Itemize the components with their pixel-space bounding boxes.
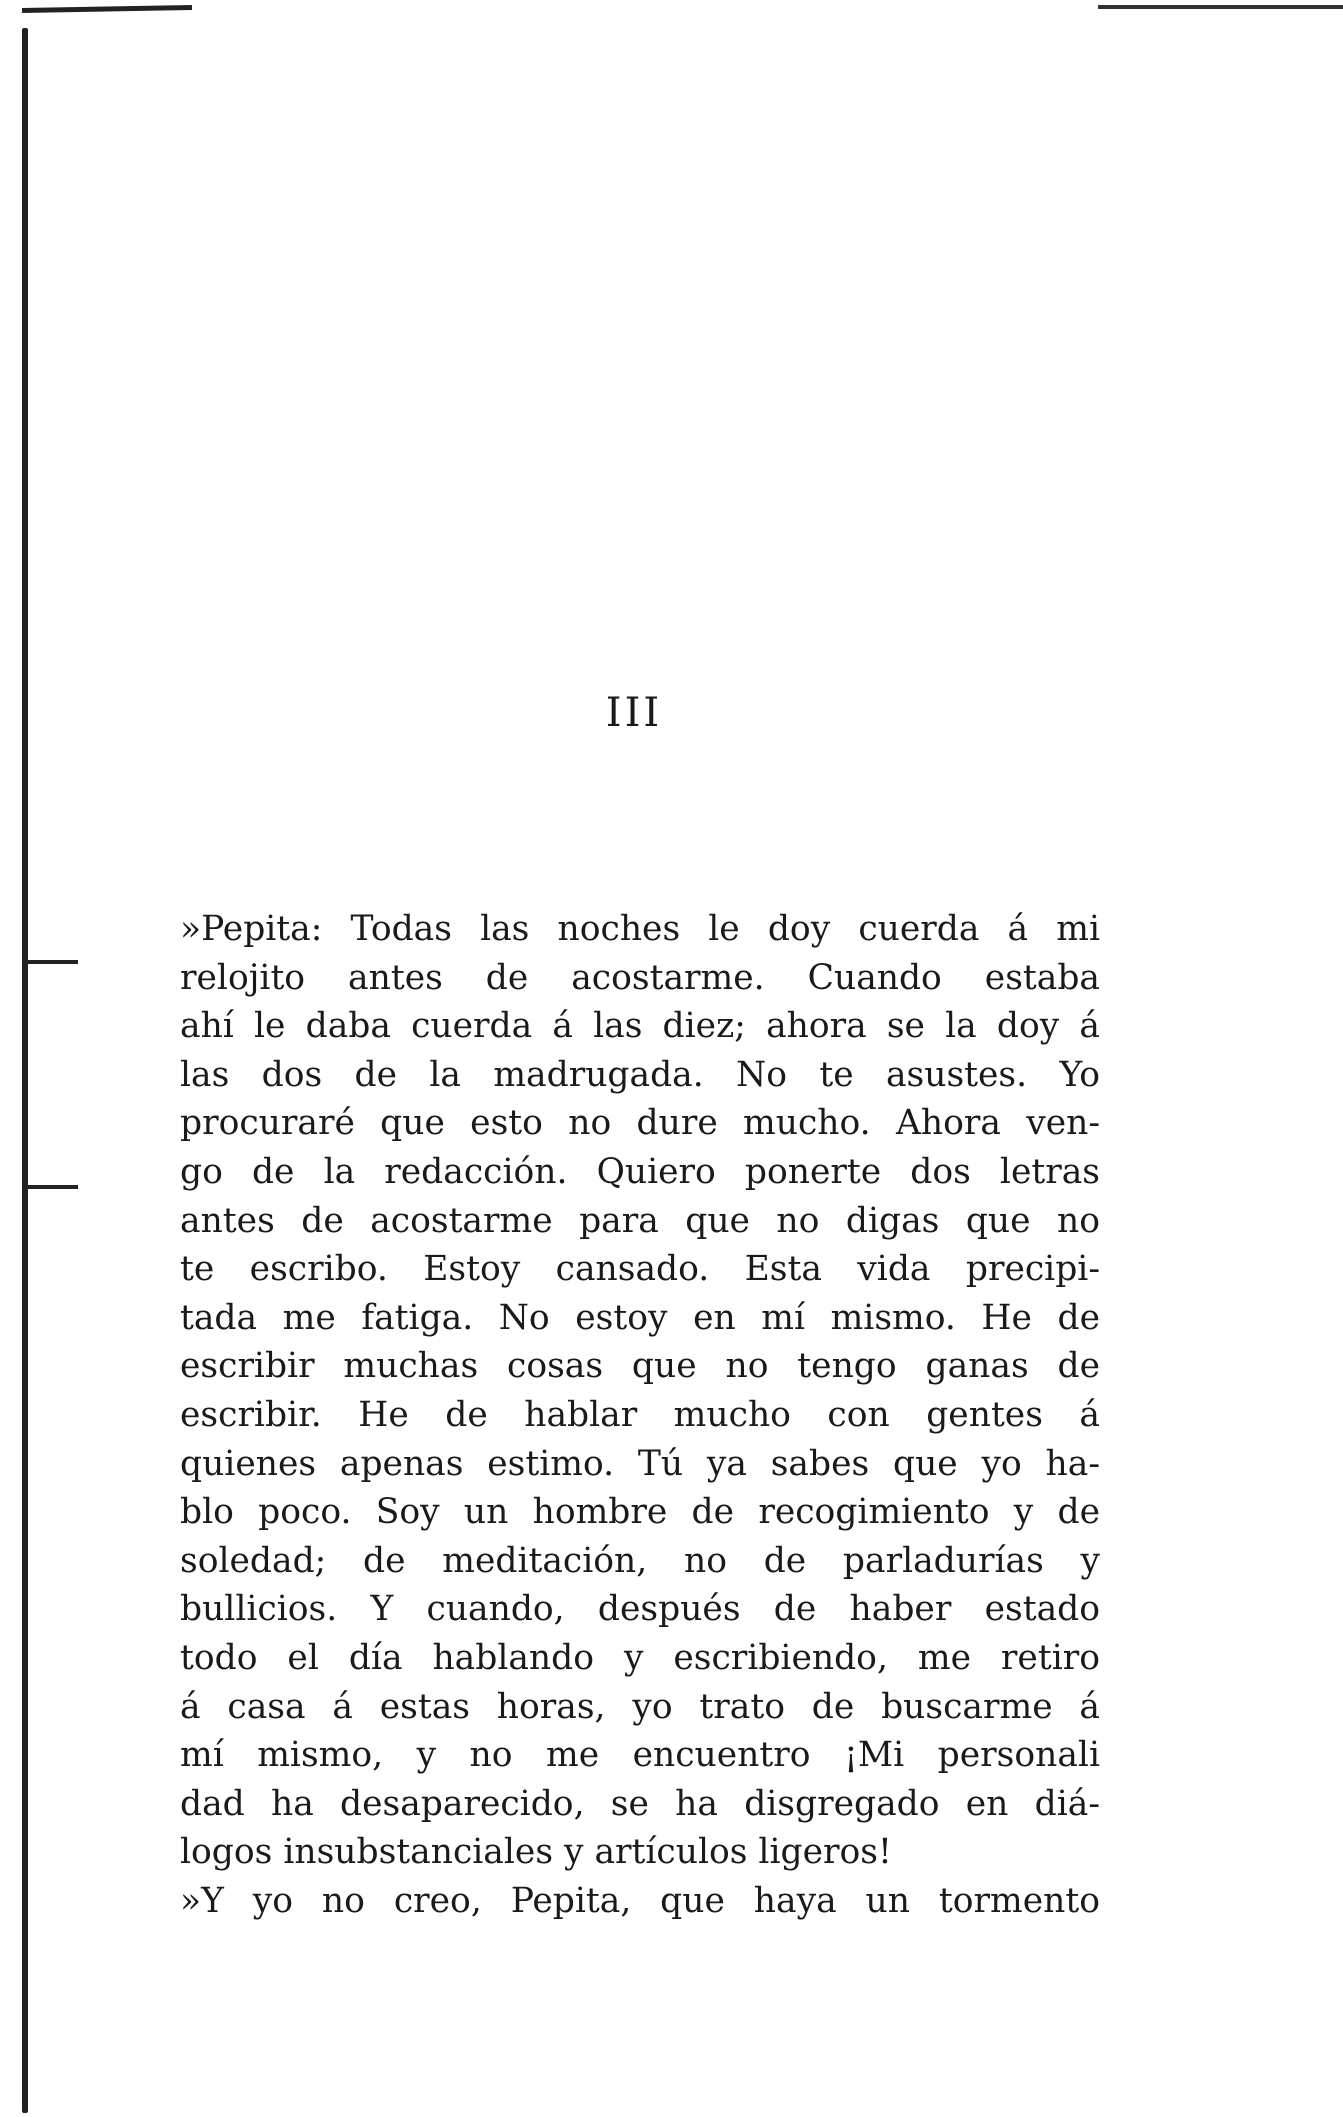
text-line: relojito antes de acostarme. Cuando estaba — [180, 957, 1100, 998]
text-line: todo el día hablando y escribiendo, me retiro — [180, 1637, 1100, 1678]
text-line: escribir. He de hablar mucho con gentes á — [180, 1394, 1100, 1435]
text-line: las dos de la madrugada. No te asustes. Yo — [180, 1054, 1100, 1095]
text-line: á casa á estas horas, yo trato de buscarme á — [180, 1686, 1100, 1727]
page-edge-notch — [28, 1185, 78, 1189]
text-line: mí mismo, y no me encuentro ¡Mi personali — [180, 1735, 1100, 1776]
paragraph-2 — [180, 1877, 1100, 1926]
text-line: quienes apenas estimo. Tú ya sabes que yo ha- — [180, 1443, 1100, 1484]
text-line: procuraré que esto no dure mucho. Ahora ven- — [180, 1103, 1100, 1144]
page-binding-edge — [22, 28, 28, 2113]
page-edge-notch — [28, 960, 78, 964]
paragraph-1 — [180, 905, 1100, 1877]
text-line: tada me fatiga. No estoy en mí mismo. He de — [180, 1297, 1100, 1338]
text-line: bullicios. Y cuando, después de haber estado — [180, 1589, 1100, 1630]
page-edge-top-right — [1098, 5, 1343, 9]
text-line: »Y yo no creo, Pepita, que haya un tormento — [180, 1880, 1100, 1921]
chapter-heading: III — [605, 690, 663, 736]
text-line: go de la redacción. Quiero ponerte dos letras — [180, 1151, 1100, 1192]
text-line: logos insubstanciales y artículos ligeros! — [180, 1832, 892, 1873]
text-line: dad ha desaparecido, se ha disgregado en diá- — [180, 1783, 1100, 1824]
text-line: ahí le daba cuerda á las diez; ahora se la doy á — [180, 1006, 1100, 1047]
text-line: antes de acostarme para que no digas que no — [180, 1200, 1100, 1241]
text-line: soledad; de meditación, no de parladurías y — [180, 1540, 1100, 1581]
chapter-body — [180, 905, 1100, 1925]
text-line: blo poco. Soy un hombre de recogimiento y de — [180, 1492, 1100, 1533]
page-edge-top-left — [22, 5, 192, 13]
text-line: escribir muchas cosas que no tengo ganas de — [180, 1346, 1100, 1387]
text-line: te escribo. Estoy cansado. Esta vida precipi- — [180, 1249, 1100, 1290]
text-line: »Pepita: Todas las noches le doy cuerda á mi — [180, 909, 1100, 949]
